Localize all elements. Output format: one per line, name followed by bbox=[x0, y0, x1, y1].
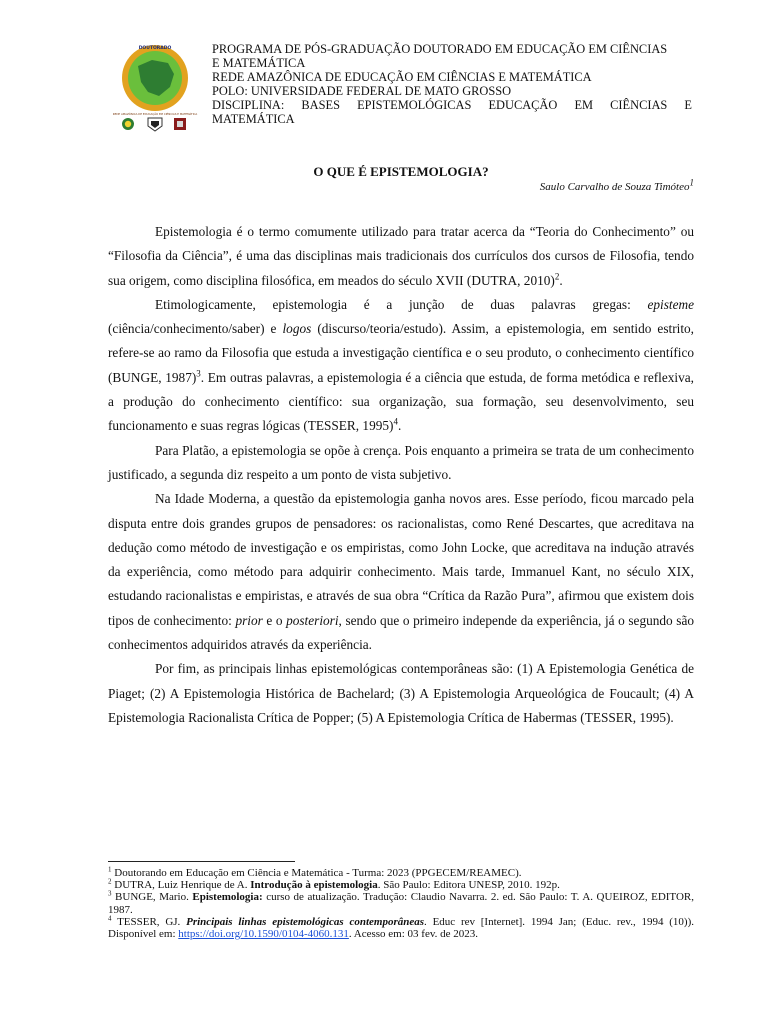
paragraph-4: Na Idade Moderna, a questão da epistemologia ganha novos ares. Esse período, ficou marcado pela disputa entre dois grandes grupos de pensadores: os racionalistas, como René Descartes, que acreditava na dedução como método de investigação e os empiristas, como John Locke, que acreditava na indução através da experiência, como método para adquirir conhecimento. Mais tarde, Immanuel Kant, no século XIX, estudando racionalistas e empiristas, e através de sua obra “Crítica da Razão Pura”, afirmou que existem dois tipos de conhecimento: prior e o posteriori, sendo que o primeiro independe da experiência, já o segundo são conhecimentos adquiridos através da experiência. bbox=[108, 491, 694, 653]
discipline-name: DISCIPLINA: BASES EPISTEMOLÓGICAS EDUCAÇÃO EM CIÊNCIAS E MATEMÁTICA bbox=[212, 98, 692, 127]
document-title: O QUE É EPISTEMOLOGIA? bbox=[313, 164, 489, 179]
footnotes bbox=[108, 867, 694, 940]
program-name-line-1: PROGRAMA DE PÓS-GRADUAÇÃO DOUTORADO EM EDUCAÇÃO EM CIÊNCIAS bbox=[212, 42, 668, 56]
doi-link[interactable]: https://doi.org/10.1590/0104-4060.131 bbox=[178, 928, 349, 941]
program-logo bbox=[112, 42, 198, 132]
footnote-3: $^3$ BUNGE, Mario. Epistemologia: curso de atualização. Tradução: Claudio Navarra. 2. ed. São Paulo: T. A. QUEIROZ, EDITOR, 1987. bbox=[108, 889, 694, 916]
term-logos: logos bbox=[282, 321, 312, 337]
term-posteriori: posteriori bbox=[286, 612, 339, 628]
footnote-2: $^2$ DUTRA, Luiz Henrique de A. Introdução à epistemologia. São Paulo: Editora UNESP, 2010. 192p. bbox=[108, 877, 560, 892]
paragraph-5: Por fim, as principais linhas epistemológicas contemporâneas são: (1) A Epistemologia Genética de Piaget; (2) A Epistemologia Histórica de Bachelard; (3) A Epistemologia Arqueológica de Foucault; (4) A Epistemologia Racionalista Crítica de Popper; (5) A Epistemologia Crítica de Habermas (TESSER, 1995). bbox=[108, 661, 694, 725]
header-text-block bbox=[212, 42, 692, 127]
logo-bottom-text: REDE AMAZÔNICA DE EDUCAÇÃO EM CIÊNCIAS E MATEMÁTICA bbox=[112, 112, 198, 116]
paragraph-3: Para Platão, a epistemologia se opõe à crença. Pois enquanto a primeira se trata de um conhecimento justificado, a segunda diz respeito a um ponto de vista subjetivo. bbox=[108, 442, 694, 482]
footnote-1: $^1$ Doutorando em Educação em Ciência e Matemática - Turma: 2023 (PPGECEM/REAMEC). bbox=[108, 865, 522, 879]
term-episteme: episteme bbox=[647, 296, 694, 312]
logo-top-text: DOUTORADO bbox=[138, 46, 172, 51]
footnote-ref-2: 2 bbox=[554, 271, 560, 282]
footnote-ref-1: 1 bbox=[689, 177, 694, 188]
paragraph-1: Epistemologia é o termo comumente utilizado para tratar acerca da “Teoria do Conhecimento” ou “Filosofia da Ciência”, é uma das disciplinas mais tradicionais dos currículos dos cursos de Filosofia, tendo sua origem, como disciplina filosófica, em meados do século XVII (DUTRA, 2010)$^2$. bbox=[108, 224, 694, 288]
document-header bbox=[112, 40, 692, 132]
program-name-line-2: E MATEMÁTICA bbox=[212, 56, 306, 71]
author-name: Saulo Carvalho de Souza Timóteo bbox=[539, 181, 690, 193]
footnote-ref-3: 3 bbox=[196, 368, 201, 379]
network-name: REDE AMAZÔNICA DE EDUCAÇÃO EM CIÊNCIAS E MATEMÁTICA bbox=[212, 70, 592, 85]
pole-name: POLO: UNIVERSIDADE FEDERAL DE MATO GROSSO bbox=[212, 84, 512, 99]
paragraph-2: Etimologicamente, epistemologia é a junção de duas palavras gregas: episteme (ciência/conhecimento/saber) e logos (discurso/teoria/estudo). Assim, a epistemologia, em sentido estrito, refere-se ao ramo da Filosofia que estuda a investigação científica e o seu produto, o conhecimento científico (BUNGE, 1987)$^3$. Em outras palavras, a epistemologia é a ciência que estuda, de forma metódica e reflexiva, a produção do conhecimento científico: sua organização, sua formação, seu desenvolvimento, seu funcionamento e suas regras lógicas (TESSER, 1995)$^4$. bbox=[108, 296, 694, 434]
author-line bbox=[108, 177, 694, 193]
document-body bbox=[108, 220, 694, 730]
footnote-ref-4: 4 bbox=[393, 416, 398, 427]
footnote-4: $^4$ TESSER, GJ. Principais linhas epistemológicas contemporâneas. Educ rev [Internet]. 1994 Jan; (Educ. rev., 1994 (10)). Disponível em: https://doi.org/10.1590/0104-4060.131. Acesso em: 03 fev. de 2023. bbox=[108, 914, 695, 941]
term-prior: prior bbox=[235, 612, 263, 628]
footnote-separator bbox=[108, 861, 295, 862]
